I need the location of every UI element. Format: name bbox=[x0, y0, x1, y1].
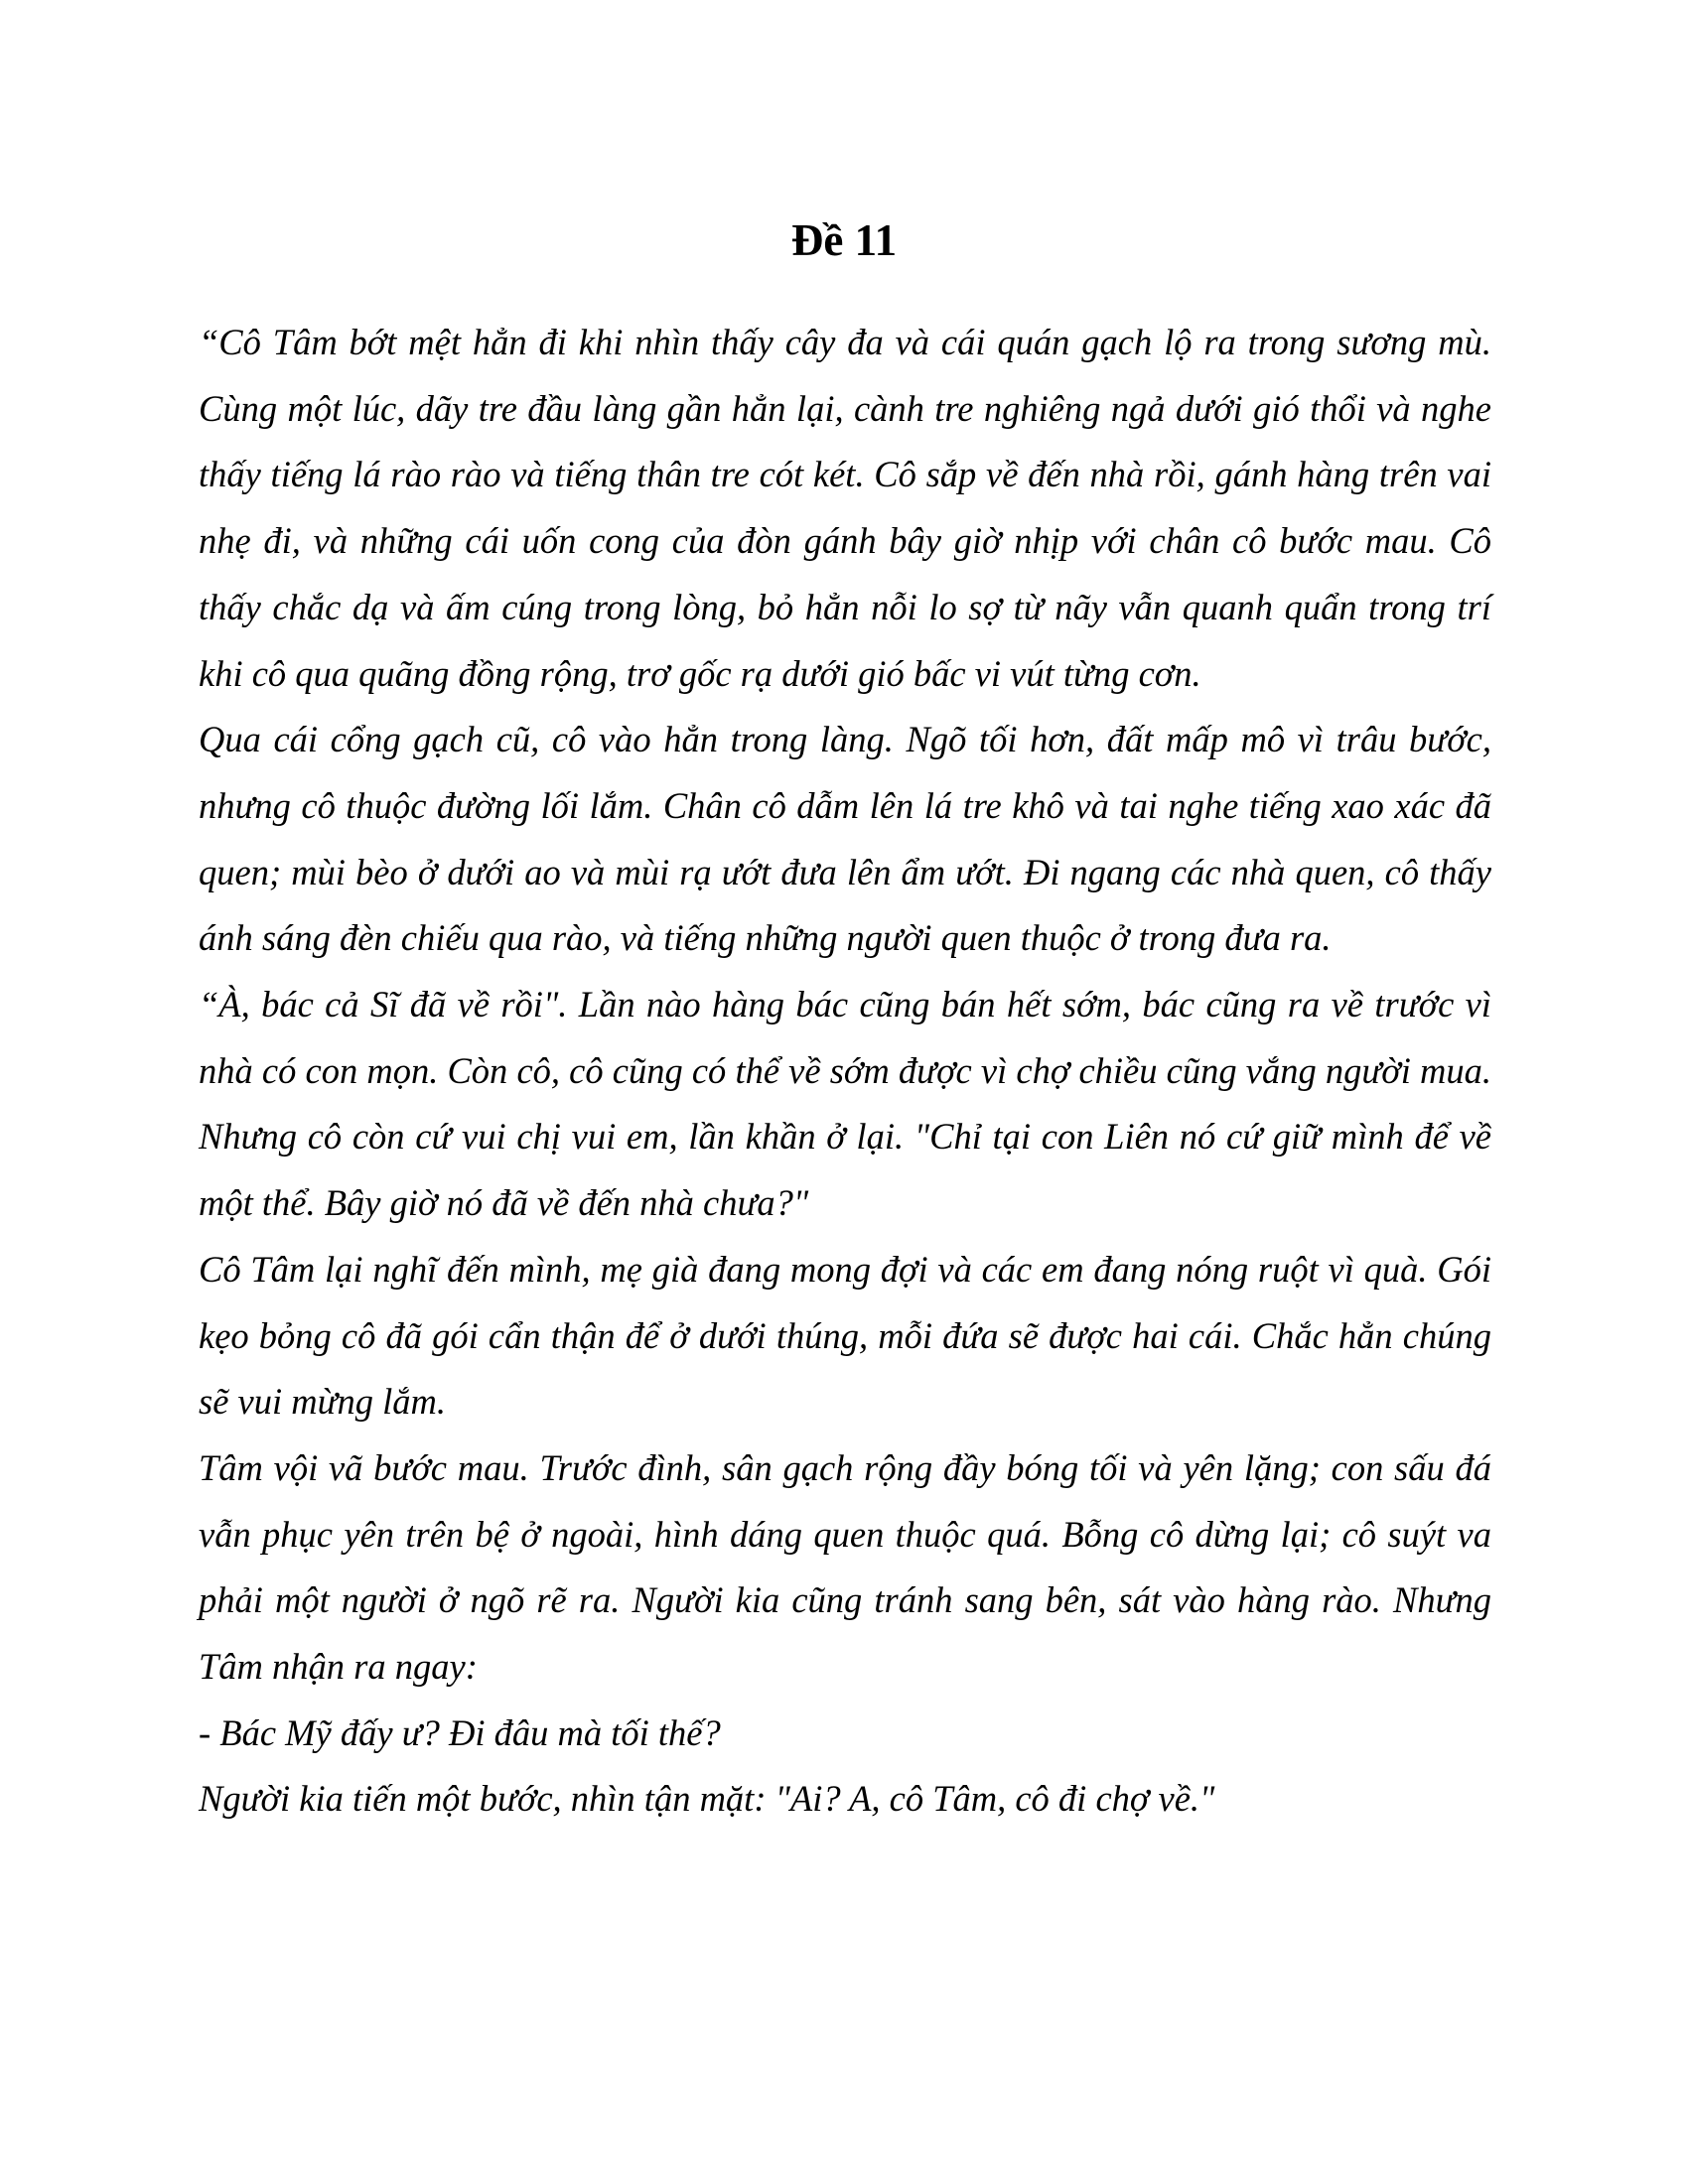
paragraph-2: Qua cái cổng gạch cũ, cô vào hẳn trong làng. Ngõ tối hơn, đất mấp mô vì trâu bước, nhưng cô thuộc đường lối lắm. Chân cô dẫm lên lá tre khô và tai nghe tiếng xao xác đã quen; mùi bèo ở dưới ao và mùi rạ ướt đưa lên ẩm ướt. Đi ngang các nhà quen, cô thấy ánh sáng đèn chiếu qua rào, và tiếng những người quen thuộc ở trong đưa ra. bbox=[199, 719, 1491, 959]
paragraph-1: “Cô Tâm bớt mệt hẳn đi khi nhìn thấy cây đa và cái quán gạch lộ ra trong sương mù. Cùng một lúc, dãy tre đầu làng gần hẳn lại, cành tre nghiêng ngả dưới gió thổi và nghe thấy tiếng lá rào rào và tiếng thân tre cót két. Cô sắp về đến nhà rồi, gánh hàng trên vai nhẹ đi, và những cái uốn cong của đòn gánh bây giờ nhịp với chân cô bước mau. Cô thấy chắc dạ và ấm cúng trong lòng, bỏ hẳn nỗi lo sợ từ nãy vẫn quanh quẩn trong trí khi cô qua quãng đồng rộng, trơ gốc rạ dưới gió bấc vi vút từng cơn. bbox=[199, 322, 1491, 694]
document-body bbox=[199, 310, 1491, 1833]
dialogue-line-1: - Bác Mỹ đấy ư? Đi đâu mà tối thế? bbox=[199, 1711, 721, 1753]
document-title: Đề 11 bbox=[790, 215, 898, 265]
paragraph-5: Tâm vội vã bước mau. Trước đình, sân gạch rộng đầy bóng tối và yên lặng; con sấu đá vẫn phục yên trên bệ ở ngoài, hình dáng quen thuộc quá. Bỗng cô dừng lại; cô suýt va phải một người ở ngõ rẽ ra. Người kia cũng tránh sang bên, sát vào hàng rào. Nhưng Tâm nhận ra ngay: bbox=[199, 1446, 1491, 1688]
paragraph-4: Cô Tâm lại nghĩ đến mình, mẹ già đang mong đợi và các em đang nóng ruột vì quà. Gói kẹo bỏng cô đã gói cẩn thận để ở dưới thúng, mỗi đứa sẽ được hai cái. Chắc hẳn chúng sẽ vui mừng lắm. bbox=[199, 1248, 1491, 1423]
paragraph-3: “À, bác cả Sĩ đã về rồi". Lần nào hàng bác cũng bán hết sớm, bác cũng ra về trước vì nhà có con mọn. Còn cô, cô cũng có thể về sớm được vì chợ chiều cũng vắng người mua. Nhưng cô còn cứ vui chị vui em, lần khần ở lại. "Chỉ tại con Liên nó cứ giữ mình để về một thể. Bây giờ nó đã về đến nhà chưa?" bbox=[199, 984, 1491, 1224]
dialogue-line-2: Người kia tiến một bước, nhìn tận mặt: "Ai? A, cô Tâm, cô đi chợ về." bbox=[199, 1778, 1215, 1820]
